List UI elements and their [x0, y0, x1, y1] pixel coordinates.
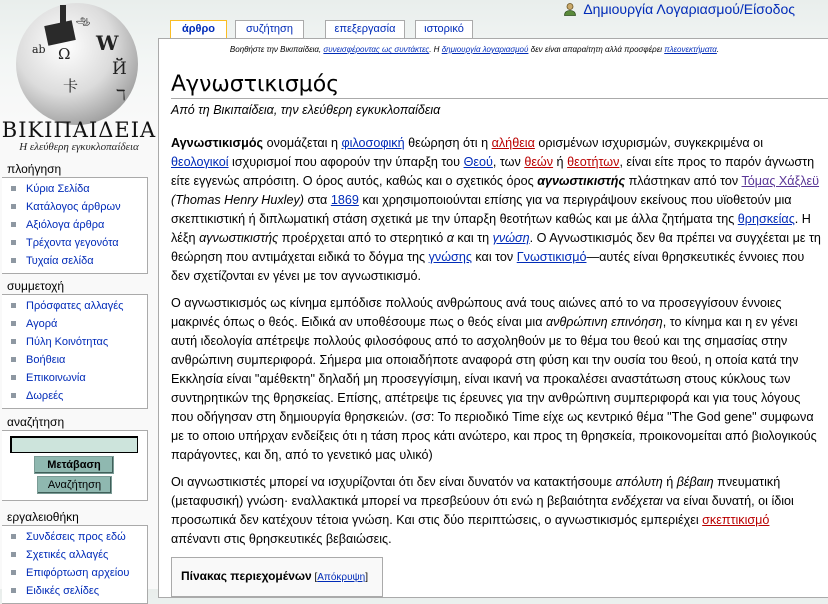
text: ή — [662, 475, 677, 489]
text: θεώρηση ότι η — [404, 136, 492, 150]
wikipedia-logo[interactable] — [0, 0, 158, 155]
notice-contribute-link[interactable]: συνεισφέροντας ως συντάκτες — [323, 45, 430, 54]
sidebar-link[interactable]: Επικοινωνία — [26, 372, 86, 384]
sidebar-item-main-page[interactable] — [8, 180, 147, 198]
sidebar-link[interactable]: Σχετικές αλλαγές — [26, 549, 109, 561]
content-area — [158, 38, 828, 598]
site-notice — [171, 45, 778, 54]
link-gnosis[interactable]: γνώσης — [428, 250, 472, 264]
sidebar-link[interactable]: Αξιόλογα άρθρα — [26, 219, 105, 231]
sidebar-item-community-portal[interactable] — [8, 333, 147, 351]
toc-hide-toggle[interactable]: Απόκρυψη — [317, 572, 366, 583]
link-skepticism[interactable]: σκεπτικισμό — [702, 513, 770, 527]
sidebar-item-special-pages[interactable] — [8, 582, 147, 600]
search-input[interactable] — [10, 436, 138, 453]
notice-text: . Η — [429, 45, 442, 54]
sidebar-search — [2, 414, 148, 501]
sidebar-item-help[interactable] — [8, 351, 147, 369]
italic-text: αγνωστικιστής — [199, 231, 279, 245]
text: Οι αγνωστικιστές μπορεί να ισχυρίζονται ότι δεν είναι δυνατόν να κατακτήσουμε — [171, 475, 616, 489]
square-bullet-icon — [11, 570, 16, 575]
link-gods[interactable]: θεών — [524, 155, 554, 169]
link-1869[interactable]: 1869 — [330, 193, 359, 207]
square-bullet-icon — [11, 204, 16, 209]
italic-text: απόλυτη — [615, 475, 663, 489]
sidebar-item-article-index[interactable] — [8, 198, 147, 216]
italic-text: ενδέχεται — [611, 494, 663, 508]
sidebar-link[interactable]: Ειδικές σελίδες — [26, 585, 100, 597]
sidebar-link[interactable]: Τρέχοντα γεγονότα — [26, 237, 119, 249]
sidebar-link[interactable]: Κύρια Σελίδα — [26, 183, 90, 195]
notice-account-link[interactable]: δημιουργία λογαριασμού — [441, 45, 529, 54]
text: απέναντι στις θρησκευτικές βεβαιώσεις. — [171, 532, 392, 546]
square-bullet-icon — [11, 186, 16, 191]
square-bullet-icon — [11, 258, 16, 263]
italic-text: α — [446, 231, 454, 245]
tab-discussion[interactable]: συζήτηση — [235, 20, 304, 38]
square-bullet-icon — [11, 393, 16, 398]
go-button[interactable]: Μετάβαση — [34, 456, 114, 474]
paragraph-1 — [171, 134, 821, 286]
square-bullet-icon — [11, 240, 16, 245]
sidebar-link[interactable]: Επιφόρτωση αρχείου — [26, 567, 130, 579]
text: . Ο Αγνωστικισμός δεν θα πρέπει να συγχέεται με τη θεώρηση που αντιμάχεται ειδικά το δόγμα της — [171, 231, 821, 264]
sidebar-link[interactable]: Τυχαία σελίδα — [26, 255, 94, 267]
login-link[interactable]: Δημιουργία Λογαριασμού/Είσοδος — [583, 1, 795, 17]
link-huxley[interactable]: Τόμας Χάξλεϋ — [741, 174, 820, 188]
sidebar-link[interactable]: Πρόσφατες αλλαγές — [26, 300, 124, 312]
personal-tools — [563, 1, 795, 17]
text: . Η λέξη — [171, 212, 811, 245]
table-of-contents — [171, 557, 383, 597]
italic-text: (Thomas Henry Huxley) — [171, 193, 304, 207]
sidebar-item-donations[interactable] — [8, 387, 147, 405]
sidebar-link[interactable]: Αγορά — [26, 318, 58, 330]
text: και χρησιμοποιούνται επίσης για να περιγράψουν εκείνους που υϊοθετούν μια σκεπτικιστική ή διπλωματική στάση σχετικά με την ύπαρξη θεοτήτων καθώς και με άλλα ζητήματα της — [171, 193, 792, 226]
sidebar-link[interactable]: Συνδέσεις προς εδώ — [26, 531, 126, 543]
user-icon — [563, 2, 577, 16]
link-theological[interactable]: θεολογικοί — [171, 155, 229, 169]
toolbox-heading: εργαλειοθήκη — [7, 510, 79, 524]
puzzle-globe-icon: W Ω Й 卡 ab ℸ ஆ — [16, 3, 138, 125]
bracket: ] — [365, 572, 369, 583]
sidebar-link[interactable]: Κατάλογος άρθρων — [26, 201, 121, 213]
bracket: [ — [311, 572, 318, 583]
sidebar-link[interactable]: Πύλη Κοινότητας — [26, 336, 109, 348]
tab-edit[interactable]: επεξεργασία — [325, 20, 405, 38]
link-philosophical[interactable]: φιλοσοφική — [341, 136, 405, 150]
square-bullet-icon — [11, 339, 16, 344]
text: ή — [553, 155, 568, 169]
text: και τον — [471, 250, 517, 264]
sidebar-toolbox — [2, 509, 148, 604]
square-bullet-icon — [11, 357, 16, 362]
link-knowledge[interactable]: γνώση — [492, 231, 530, 245]
text: και τη — [453, 231, 493, 245]
square-bullet-icon — [11, 222, 16, 227]
text: ονομάζεται η — [263, 136, 342, 150]
text: πλάστηκαν από τον — [625, 174, 742, 188]
sidebar-item-related-changes[interactable] — [8, 546, 147, 564]
paragraph-2 — [171, 294, 821, 465]
paragraph-3 — [171, 473, 821, 549]
sidebar-item-contact[interactable] — [8, 369, 147, 387]
square-bullet-icon — [11, 303, 16, 308]
text: , των — [492, 155, 525, 169]
square-bullet-icon — [11, 321, 16, 326]
square-bullet-icon — [11, 375, 16, 380]
notice-text: . — [716, 45, 720, 54]
sidebar-link[interactable]: Βοήθεια — [26, 354, 66, 366]
italic-text: ανθρώπινη επινόηση — [546, 315, 663, 329]
sidebar-item-upload-file[interactable] — [8, 564, 147, 582]
link-god[interactable]: Θεού — [463, 155, 493, 169]
bold-term: Αγνωστικισμός — [171, 136, 264, 150]
sidebar-item-featured[interactable] — [8, 216, 147, 234]
sidebar-item-recent-changes[interactable] — [8, 297, 147, 315]
page-title: Αγνωστικισμός — [171, 71, 828, 99]
article-body — [171, 134, 828, 597]
toc-title: Πίνακας περιεχομένων — [181, 569, 312, 583]
tab-article[interactable]: άρθρο — [170, 20, 227, 39]
sidebar-item-what-links-here[interactable] — [8, 528, 147, 546]
search-button[interactable]: Αναζήτηση — [37, 476, 112, 494]
site-subtitle: Από τη Βικιπαίδεια, την ελεύθερη εγκυκλοπαίδεια — [171, 103, 441, 117]
text: ορισμένων ισχυρισμών, συγκεκριμένα οι — [534, 136, 763, 150]
sidebar-item-current-events[interactable] — [8, 234, 147, 252]
logo-tagline: Η ελεύθερη εγκυκλοπαίδεια — [19, 141, 139, 153]
link-religion[interactable]: θρησκείας — [737, 212, 795, 226]
text: στα — [303, 193, 331, 207]
participation-heading: συμμετοχή — [7, 279, 65, 293]
text: , είναι είτε προς το παρόν άγνωστη είτε εγγενώς απρόσιτη. Ο όρος αυτός, καθώς και ο σχετικός όρος — [171, 155, 815, 188]
italic-text: βέβαιη — [676, 475, 714, 489]
sidebar-item-random[interactable] — [8, 252, 147, 270]
notice-benefits-link[interactable]: πλεονεκτήματα — [664, 45, 717, 54]
text: —αυτές είναι θρησκευτικές έννοιες που δεν σχετίζονται εν γένει με τον αγνωστικισμό. — [171, 250, 805, 283]
square-bullet-icon — [11, 552, 16, 557]
sidebar-participation — [2, 278, 148, 409]
text: πνευματική (μεταφυσική) γνώση· εναλλακτικά μπορεί να πρεσβεύουν ότι ενώ η βεβαιότητα — [171, 475, 781, 508]
text: , το κίνημα και η εν γένει αυτή ιδεολογία απέτρεψε πολλούς φιλοσόφους από το ασχοληθούν με το θέμα του θεού και της σημασίας στην ανθρώπινη συμπεριφορά. Σήμερα μια οποιαδήποτε αναφορά στη φύση και την ουσία του θεού, η οποία κατά την Εκκλησία είναι "αμέθεκτη" δηλαδή μη προσεγγίσιμη, είναι ικανή να προκαλέσει αναστάτωση στους κύκλους των συντηρητικών της θρησκείας. Επίσης, απέτρεψε τις έρευνες για την ανθρώπινη συμπεριφορά και για τους λόγους που οδήγησαν στη δημιουργία θρησκειών. (σσ: Το περιοδικό Time είχε ως κεντρικό θέμα "The God gene" συμφωνα με το οποιο υπήρχαν ενδείξεις ότι η τάση προς κάτι ανώτερο, και προς τη θρησκεία, προικονομείται από βιολογικούς παράγοντες, και δη, από το γενετικό μας υλικό) — [171, 315, 817, 462]
sidebar-navigation — [2, 161, 148, 274]
link-truth[interactable]: αλήθεια — [491, 136, 535, 150]
link-gnosticism[interactable]: Γνωστικισμό — [516, 250, 587, 264]
square-bullet-icon — [11, 588, 16, 593]
search-heading: αναζήτηση — [7, 415, 65, 429]
link-deities[interactable]: θεοτήτων — [567, 155, 620, 169]
logo-wordmark: ΒΙΚΙΠΑΙΔΕΙΑ — [1, 118, 157, 142]
bold-italic-term: αγνωστικιστής — [537, 174, 626, 188]
square-bullet-icon — [11, 534, 16, 539]
sidebar-link[interactable]: Δωρεές — [26, 390, 64, 402]
text: ισχυρισμοί που αφορούν την ύπαρξη του — [228, 155, 464, 169]
text: προέρχεται από το στερητικό — [278, 231, 447, 245]
text: να είναι δυνατή, οι ίδιοι προσωπικά δεν κατέχουν τέτοια γνώση. Και στις δύο περιπτώσεις, ο αγνωστικισμός εμπεριέχει — [171, 494, 794, 527]
sidebar-item-village-pump[interactable] — [8, 315, 147, 333]
notice-text: Βοηθήστε την Βικιπαίδεια, — [229, 45, 324, 54]
text: Ο αγνωστικισμός ως κίνημα εμπόδισε πολλούς ανθρώπους ανά τους αιώνες από το να προσεγγίσουν έννοιες μακρινές όπως ο θεός. Ειδικά αν υποθέσουμε πως ο θεός είναι μια — [171, 296, 782, 329]
navigation-heading: πλοήγηση — [7, 162, 62, 176]
notice-text: δεν είναι απαραίτητη αλλά προσφέρει — [528, 45, 665, 54]
tab-history[interactable]: ιστορικό — [415, 20, 473, 38]
